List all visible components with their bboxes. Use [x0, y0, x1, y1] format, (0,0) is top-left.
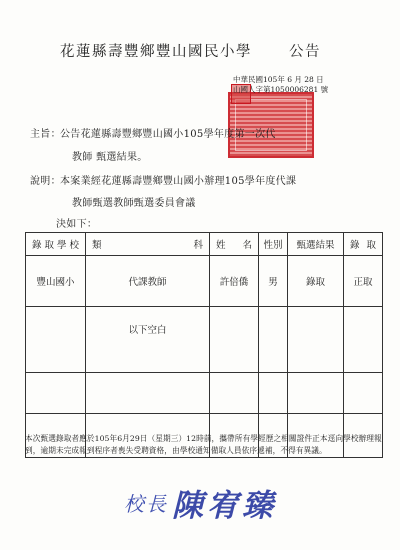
issue-date: 中華民國105年 6 月 28 日 — [233, 75, 324, 84]
explanation-label: 說明： — [30, 176, 61, 187]
cell-result — [288, 307, 344, 373]
table-row — [26, 373, 383, 414]
cell-gender — [259, 307, 288, 373]
header-admission: 錄 取 — [344, 233, 383, 256]
principal-signature: 陳宥臻 — [172, 488, 277, 524]
cell-school — [26, 373, 86, 414]
cell-name — [210, 373, 259, 414]
cell-school: 豐山國小 — [26, 256, 86, 307]
subject-line-2: 教師 甄選結果。 — [72, 152, 148, 163]
cell-name — [210, 307, 259, 373]
subject-line-1: 公告花蓮縣壽豐鄉豐山國小105學年度第一次代 — [60, 129, 276, 140]
cell-category: 以下空白 — [86, 307, 210, 373]
subject-label: 主旨： — [30, 129, 61, 140]
table-row — [26, 307, 383, 373]
principal-title: 校長 — [124, 492, 168, 516]
cell-school — [26, 307, 86, 373]
explanation-line-1: 本案業經花蓮縣壽豐鄉豐山國小辦理105學年度代課 — [60, 176, 297, 187]
cell-result: 錄取 — [288, 256, 344, 307]
table-header-row — [26, 233, 383, 256]
school-name-title: 花蓮縣壽豐鄉豐山國民小學 — [60, 44, 252, 60]
header-category: 類 科 — [86, 233, 210, 256]
results-table — [25, 232, 383, 458]
cell-gender — [259, 373, 288, 414]
header-school: 錄取學校 — [26, 233, 86, 256]
table-row — [26, 256, 383, 307]
cell-admission — [344, 373, 383, 414]
cell-category — [86, 373, 210, 414]
header-name: 姓 名 — [210, 233, 259, 256]
footnote-text: 本次甄選錄取者應於105年6月29日（星期三）12時前，攜帶所有學經歷之相關證件正本逕向學校辦理報到，逾期未完成報到程序者喪失受聘資格，由學校通知備取人員依序遞補，不得有異議。 — [25, 434, 382, 455]
header-gender: 性別 — [259, 233, 288, 256]
cell-gender: 男 — [259, 256, 288, 307]
cell-admission — [344, 307, 383, 373]
cell-result — [288, 373, 344, 414]
cell-admission: 正取 — [344, 256, 383, 307]
resolution-text: 決如下： — [56, 219, 98, 230]
cell-category: 代課教師 — [86, 256, 210, 307]
explanation-line-2: 教師甄選教師甄選委員會議 — [72, 198, 196, 209]
header-result: 甄選結果 — [288, 233, 344, 256]
cell-name: 許倍僑 — [210, 256, 259, 307]
notice-label: 公告 — [289, 44, 321, 60]
document-number: 山國人字第1050006281 號 — [233, 85, 329, 94]
